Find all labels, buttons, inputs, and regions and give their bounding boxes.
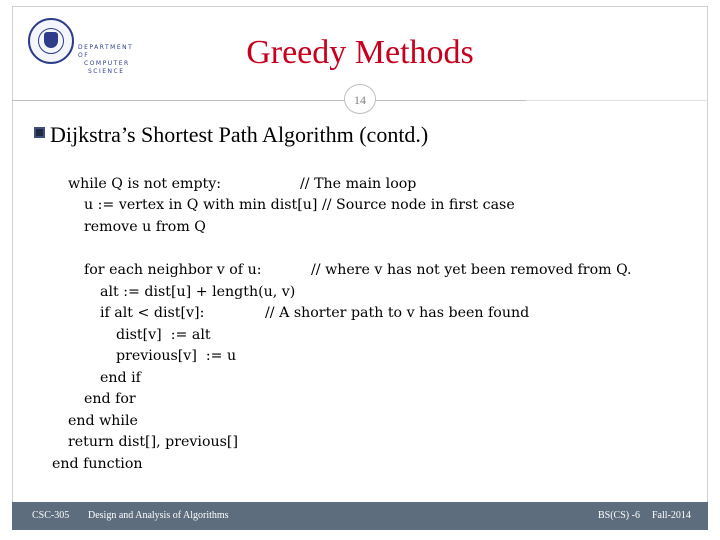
footer-program: BS(CS) -6 (598, 510, 640, 521)
code-line: alt := dist[u] + length(u, v) (100, 284, 296, 300)
logo-line-3: SCIENCE (88, 68, 125, 75)
code-comment: // where v has not yet been removed from Q. (311, 262, 632, 278)
section-heading: Dijkstra’s Shortest Path Algorithm (contd.) (50, 122, 429, 147)
footer-course-code: CSC-305 (32, 510, 70, 521)
code-comment: // The main loop (300, 176, 417, 192)
footer-term: Fall-2014 (652, 510, 691, 521)
code-line: remove u from Q (84, 219, 206, 235)
code-line: dist[v] := alt (116, 327, 211, 343)
code-line: end if (100, 370, 141, 386)
logo-line-1: DEPARTMENT OF (78, 44, 134, 59)
code-text: while Q is not empty: (68, 176, 222, 192)
code-comment: // A shorter path to v has been found (265, 305, 530, 321)
code-line (68, 175, 221, 193)
code-line: end for (84, 391, 136, 407)
code-line: end function (52, 456, 143, 472)
code-line: if alt < dist[v]: (100, 305, 205, 321)
code-line: previous[v] := u (116, 348, 237, 364)
code-line: for each neighbor v of u: (84, 262, 262, 278)
code-line: return dist[], previous[] (68, 434, 238, 450)
code-line: end while (68, 413, 138, 429)
footer-bar (12, 502, 708, 530)
page-number: 14 (344, 84, 376, 114)
code-line: u := vertex in Q with min dist[u] // Source node in first case (84, 197, 515, 213)
slide-title: Greedy Methods (246, 34, 474, 71)
logo-line-2: COMPUTER (84, 60, 130, 67)
footer-course-name: Design and Analysis of Algorithms (88, 510, 229, 521)
